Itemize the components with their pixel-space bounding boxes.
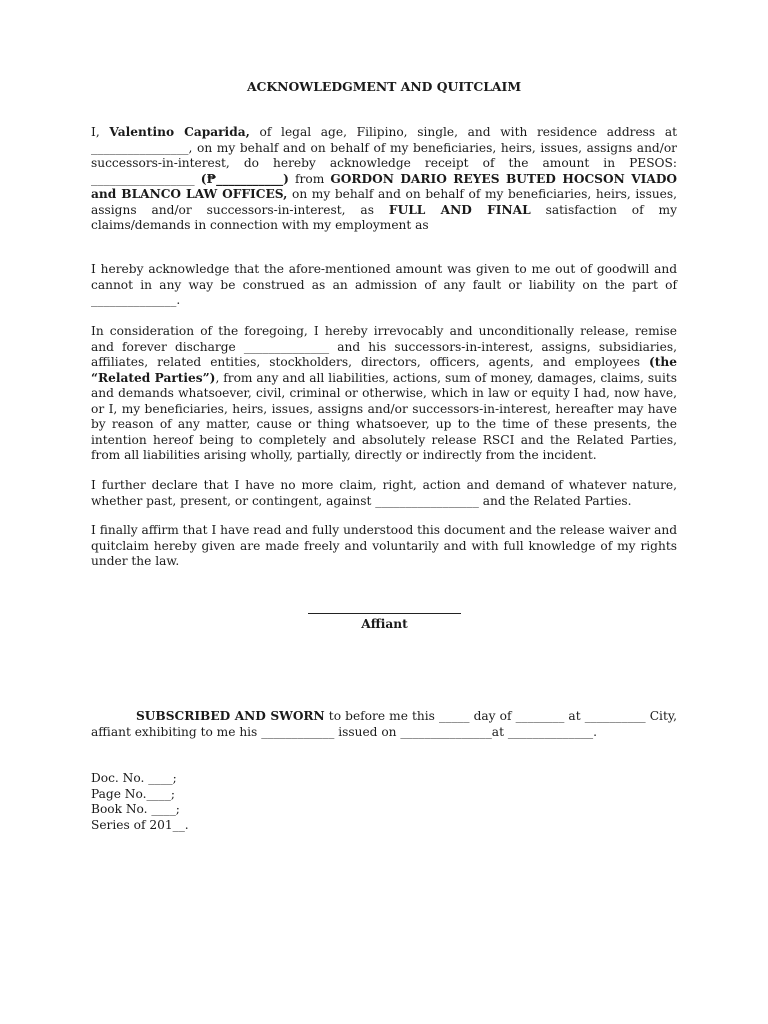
doc-no: Doc. No. ____; xyxy=(91,771,177,785)
p1-text-a: I, xyxy=(91,125,110,139)
full-and-final: FULL AND FINAL xyxy=(388,202,531,217)
p1-text-b: of legal age, Filipino, single, and with residence address at ________________, on my behalf and on behalf of my beneficiaries, heirs, issues, assigns and/or successors-in-interest, do hereby acknowledge receipt of the amount in PESOS: _________________ xyxy=(91,125,677,186)
p1-text-d: on my behalf and on behalf of my beneficiaries, heirs, issues, assigns and/or successors-in-interest, as xyxy=(91,187,678,217)
affiant-name: Valentino Caparida, xyxy=(109,125,250,139)
law-office-name: GORDON DARIO REYES BUTED HOCSON VIADO and BLANCO LAW OFFICES, xyxy=(91,171,678,201)
series: Series of 201__. xyxy=(91,817,189,832)
p1-text-e: satisfaction of my claims/demands in connection with my employment as xyxy=(91,202,677,232)
amount-blank: (₱___________) xyxy=(200,171,289,186)
release-paragraph xyxy=(91,324,677,464)
signature-line xyxy=(308,613,461,614)
related-parties-definition: (the “Related Parties”) xyxy=(91,355,677,385)
document-title: ACKNOWLEDGMENT AND QUITCLAIM xyxy=(246,79,522,94)
goodwill-paragraph: I hereby acknowledge that the afore-mentioned amount was given to me out of goodwill and cannot in any way be construed as an admission of any fault or liability on the part of ______________. xyxy=(91,262,677,307)
notarial-register xyxy=(91,771,189,833)
no-claim-paragraph: I further declare that I have no more claim, right, action and demand of whatever nature, whether past, present, or contingent, against _________________ and the Related Parties. xyxy=(91,478,677,508)
receipt-paragraph xyxy=(91,125,677,234)
signature-label: Affiant xyxy=(361,617,408,631)
subscribed-and-sworn: SUBSCRIBED AND SWORN xyxy=(136,709,325,723)
p1-text-c: from xyxy=(288,171,331,186)
jurat-text: to before me this _____ day of ________ at __________ City, affiant exhibiting to me his ____________ issued on _______________at ______________. xyxy=(91,709,677,739)
p3-text-a: In consideration of the foregoing, I hereby irrevocably and unconditionally release, remise and forever discharge ______________ and his successors-in-interest, assigns, subsidiaries, affiliates, related entities, stockholders, directors, officers, agents, and employees xyxy=(91,324,677,369)
p3-text-b: , from any and all liabilities, actions, sum of money, damages, claims, suits and demands whatsoever, civil, criminal or otherwise, which in law or equity I had, now have, or I, my beneficiaries, heirs, issues, assigns and/or successors-in-interest, hereafter may have by reason of any matter, cause or thing whatsoever, up to the time of these presents, the intention hereof being to completely and absolutely release RSCI and the Related Parties, from all liabilities arising wholly, partially, directly or indirectly from the incident. xyxy=(91,370,677,462)
book-no: Book No. ____; xyxy=(91,802,180,816)
jurat-paragraph xyxy=(91,709,677,740)
affirmation-paragraph: I finally affirm that I have read and fully understood this document and the release waiver and quitclaim hereby given are made freely and voluntarily and with full knowledge of my rights under the law. xyxy=(91,523,677,568)
page-no: Page No.____; xyxy=(91,786,175,801)
